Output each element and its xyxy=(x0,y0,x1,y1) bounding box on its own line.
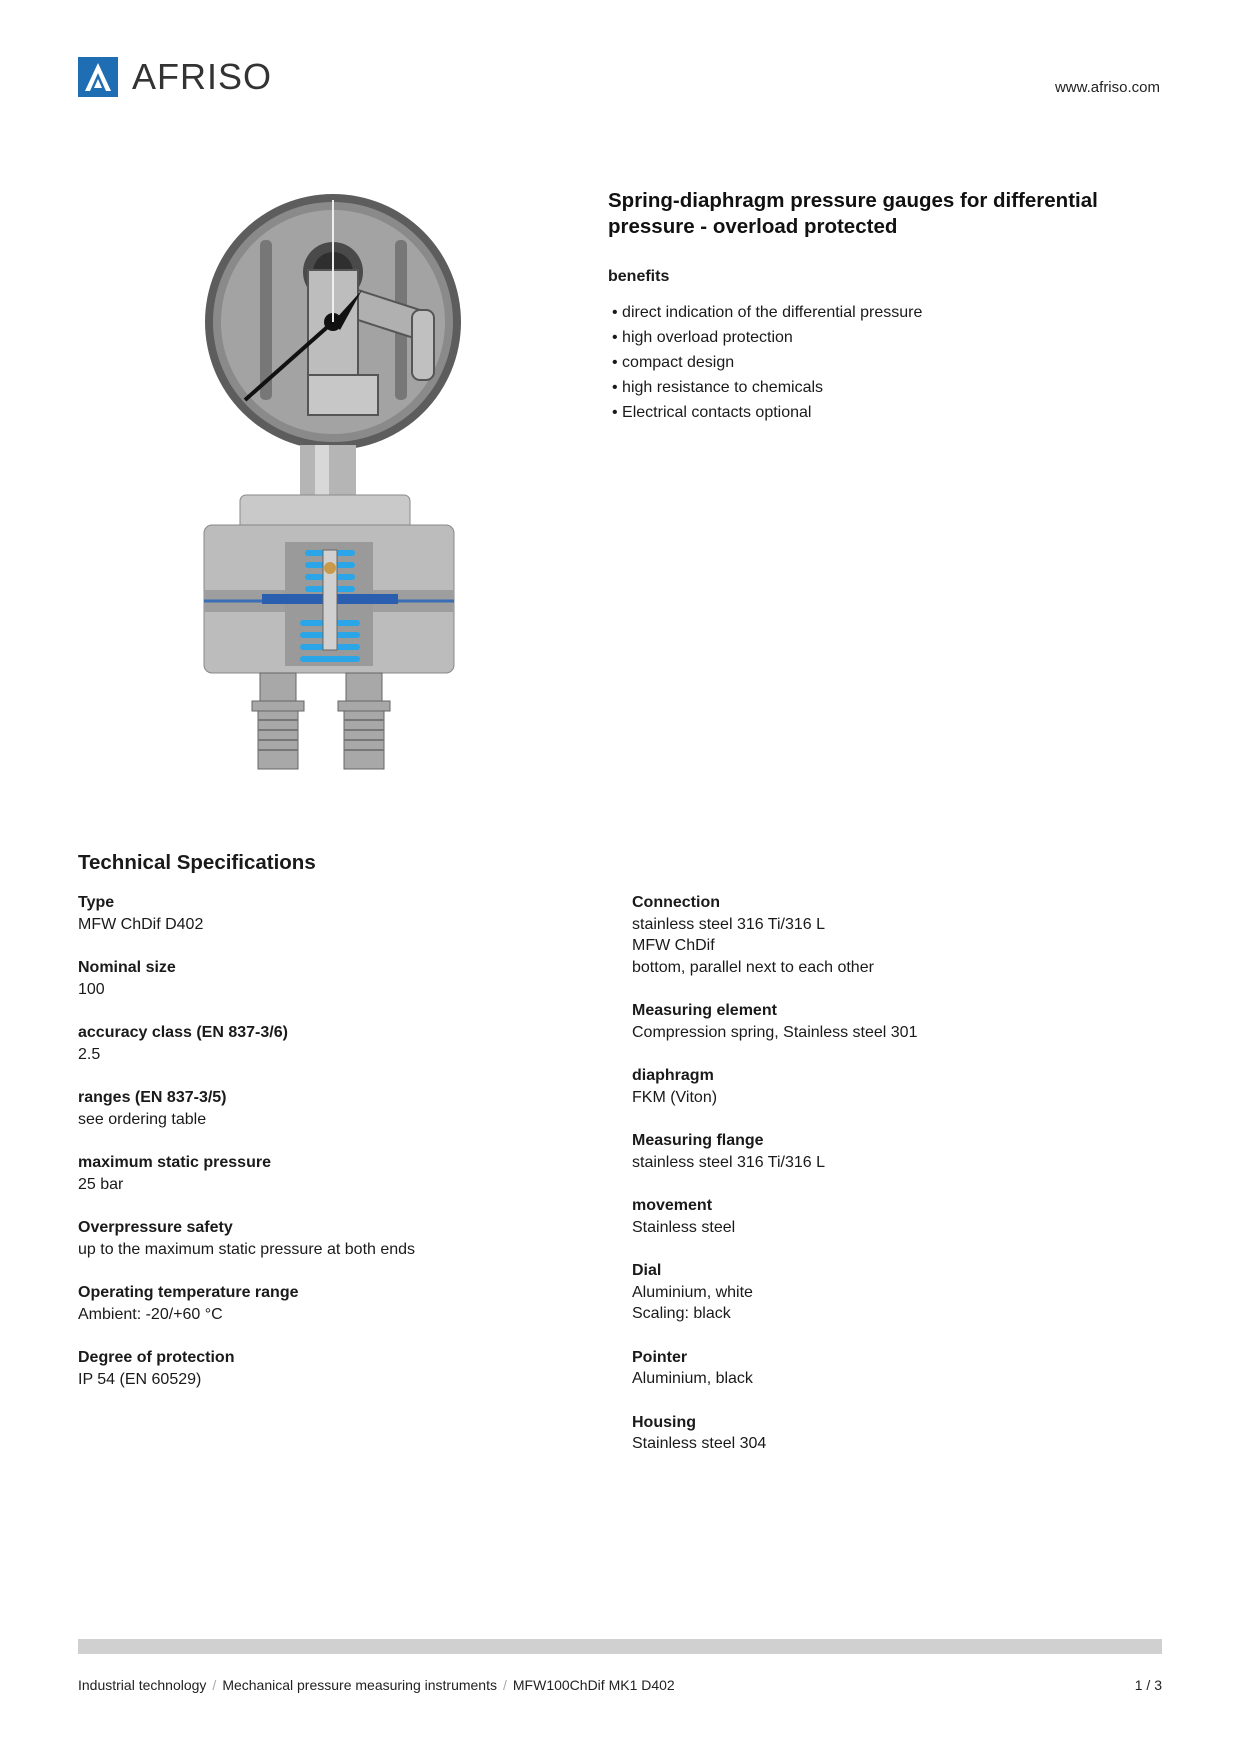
benefits-list xyxy=(612,300,922,425)
spec-item xyxy=(632,1130,1102,1173)
spec-label: maximum static pressure xyxy=(78,1154,271,1171)
breadcrumb xyxy=(78,1677,675,1693)
spec-value: IP 54 (EN 60529) xyxy=(78,1370,202,1388)
spec-label: Overpressure safety xyxy=(78,1219,233,1236)
spec-item xyxy=(632,1260,1102,1325)
spec-item xyxy=(78,1022,548,1065)
product-image xyxy=(190,190,490,790)
benefit-item: • direct indication of the differential pressure xyxy=(612,300,922,325)
spec-label: Housing xyxy=(632,1413,696,1431)
spec-item xyxy=(632,1000,1102,1043)
spec-value: 100 xyxy=(78,980,105,998)
benefit-item: • compact design xyxy=(612,350,922,375)
page-number: 1 / 3 xyxy=(1134,1677,1162,1693)
spec-label: accuracy class (EN 837-3/6) xyxy=(78,1024,288,1041)
spec-item xyxy=(632,1347,1102,1390)
spec-label: Degree of protection xyxy=(78,1349,235,1366)
spec-value: Ambient: -20/+60 °C xyxy=(78,1305,223,1323)
specs-right-column xyxy=(632,892,1102,1477)
spec-item xyxy=(632,1195,1102,1238)
website-link[interactable]: www.afriso.com xyxy=(1054,79,1160,96)
spec-item xyxy=(632,1065,1102,1108)
spec-item xyxy=(632,892,1102,978)
spec-item xyxy=(78,1087,548,1130)
afriso-logo-icon xyxy=(78,57,118,97)
spec-value: see ordering table xyxy=(78,1110,207,1128)
spec-value: FKM (Viton) xyxy=(632,1088,718,1106)
spec-value: 25 bar xyxy=(78,1175,124,1193)
spec-value: Compression spring, Stainless steel 301 xyxy=(632,1023,918,1041)
breadcrumb-item: MFW100ChDif MK1 D402 xyxy=(512,1677,675,1693)
spec-label: Operating temperature range xyxy=(78,1284,299,1301)
benefit-item: • high resistance to chemicals xyxy=(612,375,922,400)
spec-item xyxy=(78,1217,548,1260)
spec-value: Stainless steel 304 xyxy=(632,1435,767,1452)
spec-label: Measuring element xyxy=(632,1002,777,1019)
spec-item xyxy=(78,892,548,935)
spec-value: Aluminium, black xyxy=(632,1370,753,1387)
breadcrumb-item[interactable]: Mechanical pressure measuring instruments xyxy=(222,1677,497,1693)
breadcrumb-separator: / xyxy=(503,1677,507,1693)
spec-label: Pointer xyxy=(632,1348,688,1366)
benefit-item: • Electrical contacts optional xyxy=(612,400,922,425)
breadcrumb-separator: / xyxy=(212,1677,217,1693)
spec-value: MFW ChDif D402 xyxy=(78,915,204,933)
spec-label: Dial xyxy=(632,1262,662,1279)
spec-item xyxy=(632,1412,1102,1455)
spec-item xyxy=(78,957,548,1000)
spec-value: stainless steel 316 Ti/316 L xyxy=(632,1153,826,1171)
spec-label: diaphragm xyxy=(632,1067,714,1084)
spec-label: Type xyxy=(78,894,115,911)
breadcrumb-item[interactable]: Industrial technology xyxy=(78,1677,207,1693)
spec-label: Nominal size xyxy=(78,959,176,976)
spec-item xyxy=(78,1347,548,1390)
spec-value: Stainless steel xyxy=(632,1218,736,1236)
specs-heading: Technical Specifications xyxy=(78,851,316,874)
spec-item xyxy=(78,1152,548,1195)
spec-value: Aluminium, white Scaling: black xyxy=(632,1283,753,1322)
spec-value: up to the maximum static pressure at both ends xyxy=(78,1240,416,1258)
spec-label: Measuring flange xyxy=(632,1132,764,1149)
benefit-item: • high overload protection xyxy=(612,325,922,350)
brand-logo xyxy=(78,56,272,98)
footer-divider xyxy=(78,1639,1162,1654)
spec-label: movement xyxy=(632,1197,713,1214)
product-title: Spring-diaphragm pressure gauges for differential pressure - overload protected xyxy=(608,189,1098,238)
spec-item xyxy=(78,1282,548,1325)
specs-left-column xyxy=(78,892,548,1412)
spec-value: stainless steel 316 Ti/316 L MFW ChDif bottom, parallel next to each other xyxy=(632,915,874,976)
spec-label: Connection xyxy=(632,894,720,911)
spec-label: ranges (EN 837-3/5) xyxy=(78,1089,227,1106)
spec-value: 2.5 xyxy=(78,1045,101,1063)
benefits-heading: benefits xyxy=(608,268,670,285)
brand-name: AFRISO xyxy=(132,56,273,97)
